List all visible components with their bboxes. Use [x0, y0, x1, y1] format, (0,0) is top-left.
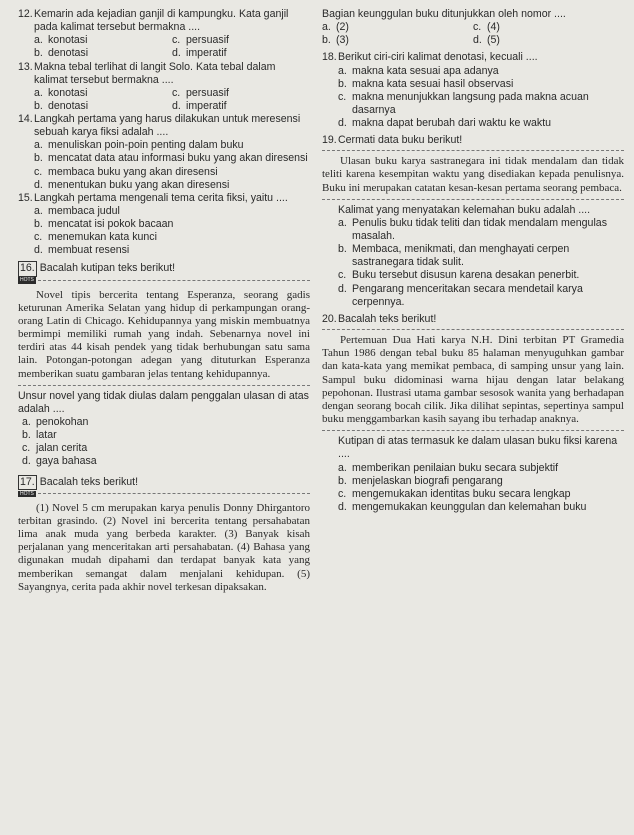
option-letter: d.	[34, 244, 43, 257]
question-heading	[18, 475, 310, 490]
option-letter: c.	[22, 442, 31, 455]
option-text: Penulis buku tidak teliti dan tidak mendalam mengulas masalah.	[352, 216, 607, 243]
question-number: 20.	[322, 312, 337, 325]
option-d[interactable]	[338, 501, 624, 514]
dashed-divider	[322, 150, 624, 151]
option-text: gaya bahasa	[36, 455, 97, 468]
option-d[interactable]	[473, 34, 624, 47]
option-letter: a.	[322, 21, 331, 34]
option-text: makna kata sesuai apa adanya	[352, 64, 499, 77]
question-number: 17.	[18, 475, 37, 490]
option-c[interactable]	[338, 269, 624, 282]
option-text: Pengarang menceritakan secara mendetail karya cerpennya.	[352, 282, 583, 308]
option-text: konotasi	[48, 86, 88, 99]
option-letter: b.	[34, 47, 43, 60]
option-text: mencatat data atau informasi buku yang akan diresensi	[48, 152, 308, 165]
question-text: Bacalah kutipan teks berikut!	[39, 262, 176, 275]
option-letter: c.	[338, 487, 347, 500]
option-text: denotasi	[48, 47, 89, 60]
option-text: membuat resensi	[48, 244, 130, 257]
question-text: Langkah pertama yang harus dilakukan untuk meresensi sebuah karya fiksi adalah ....	[34, 113, 301, 139]
dashed-divider	[38, 280, 310, 281]
hots-badge: HOTS	[20, 277, 34, 284]
option-letter: d.	[473, 34, 482, 47]
question-12	[18, 8, 310, 61]
option-letter: a.	[34, 34, 43, 47]
option-letter: b.	[338, 474, 347, 487]
option-a[interactable]	[34, 87, 172, 100]
question-text: Berikut ciri-ciri kalimat denotasi, kecuali ....	[338, 51, 538, 64]
option-d[interactable]	[34, 179, 310, 192]
question-text: Kemarin ada kejadian ganjil di kampungku. Kata ganjil pada kalimat tersebut bermakna ....	[34, 8, 289, 34]
option-text: (4)	[487, 21, 500, 34]
option-a[interactable]	[34, 139, 310, 152]
option-text: persuasif	[186, 86, 229, 99]
dashed-divider	[322, 329, 624, 330]
option-d[interactable]	[34, 244, 310, 257]
option-text: Membaca, menikmati, dan menghayati cerpen sastranegara tidak sulit.	[352, 243, 570, 269]
option-text: menemukan kata kunci	[48, 231, 157, 244]
option-letter: b.	[34, 99, 43, 112]
option-text: makna menunjukkan langsung pada makna acuan dasarnya	[352, 90, 589, 116]
right-column	[322, 8, 624, 514]
question-number: 16.	[18, 261, 37, 276]
options-grid	[18, 87, 310, 113]
option-a[interactable]	[22, 416, 310, 429]
option-c[interactable]	[172, 34, 310, 47]
hots-badge: HOTS	[20, 490, 34, 497]
dashed-divider	[18, 385, 310, 386]
question-text: Bacalah teks berikut!	[338, 312, 437, 325]
option-c[interactable]	[34, 231, 310, 244]
option-b[interactable]	[338, 475, 624, 488]
option-letter: c.	[338, 269, 347, 282]
question-text: Cermati data buku berikut!	[338, 134, 463, 147]
question-prompt: Unsur novel yang tidak diulas dalam penggalan ulasan di atas adalah ....	[18, 389, 309, 415]
option-text: Buku tersebut disusun karena desakan penerbit.	[352, 269, 580, 282]
option-letter: d.	[22, 455, 31, 468]
option-letter: d.	[34, 178, 43, 191]
option-text: imperatif	[186, 47, 227, 60]
dashed-divider	[322, 199, 624, 200]
option-a[interactable]	[338, 217, 624, 243]
option-text: latar	[36, 429, 57, 442]
options-list	[322, 462, 624, 515]
question-text: Makna tebal terlihat di langit Solo. Kata tebal dalam kalimat tersebut bermakna ....	[34, 60, 276, 86]
option-letter: c.	[34, 231, 43, 244]
option-letter: b.	[338, 77, 347, 90]
question-19	[322, 134, 624, 309]
left-column	[18, 8, 310, 598]
option-b[interactable]	[34, 152, 310, 165]
option-d[interactable]	[22, 455, 310, 468]
option-letter: a.	[338, 461, 347, 474]
options-list	[18, 416, 310, 469]
option-c[interactable]	[34, 166, 310, 179]
option-text: jalan cerita	[36, 442, 88, 455]
question-15	[18, 192, 310, 258]
option-letter: c.	[34, 165, 43, 178]
passage-text: Pertemuan Dua Hati karya N.H. Dini terbitan PT Gramedia Tahun 1986 dengan tebal buku 85 halaman menyuguhkan gambar dan kata-kata yang memikat pembaca, di samping unsur yang lain. Sampul buku didominasi warna hijau dengan latar belakang pepohonan. Ilustrasi utama gambar sesosok wanita yang berhadapan dengan seorang bocah cilik. Jika dilihat sepintas, sepertinya sampul buku menggambarkan kasih sayang ibu terhadap anaknya.	[322, 333, 624, 426]
dashed-divider	[38, 493, 310, 494]
option-text: membaca judul	[48, 204, 120, 217]
option-b[interactable]	[34, 218, 310, 231]
option-b[interactable]	[34, 100, 172, 113]
option-text: mengemukakan keunggulan dan kelemahan buku	[352, 500, 587, 513]
question-prompt: Kalimat yang menyatakan kelemahan buku adalah ....	[338, 203, 591, 216]
option-text: membaca buku yang akan diresensi	[48, 165, 218, 178]
question-text: Bacalah teks berikut!	[39, 475, 139, 488]
option-c[interactable]	[338, 488, 624, 501]
option-letter: d.	[338, 500, 347, 513]
option-b[interactable]	[322, 34, 473, 47]
option-letter: a.	[338, 216, 347, 229]
option-letter: b.	[34, 152, 43, 165]
option-letter: c.	[473, 21, 482, 34]
option-c[interactable]	[172, 87, 310, 100]
question-14	[18, 113, 310, 192]
question-number: 14.	[18, 113, 33, 125]
question-20	[322, 313, 624, 514]
option-b[interactable]	[22, 429, 310, 442]
options-list	[322, 217, 624, 309]
option-text: menjelaskan biografi pengarang	[352, 474, 503, 487]
option-text: makna dapat berubah dari waktu ke waktu	[352, 117, 552, 129]
option-d[interactable]	[338, 117, 624, 130]
option-letter: b.	[22, 429, 31, 442]
option-b[interactable]	[338, 78, 624, 91]
option-letter: c.	[172, 34, 181, 47]
option-letter: b.	[322, 34, 331, 47]
option-text: menentukan buku yang akan diresensi	[48, 178, 230, 191]
option-letter: a.	[34, 86, 43, 99]
options-grid	[18, 34, 310, 60]
option-b[interactable]	[338, 243, 624, 269]
options-list	[322, 65, 624, 131]
option-a[interactable]	[322, 21, 473, 34]
question-heading	[18, 261, 310, 276]
question-16	[18, 261, 310, 468]
option-a[interactable]	[34, 34, 172, 47]
option-text: (3)	[336, 34, 349, 47]
option-text: konotasi	[48, 34, 88, 47]
option-letter: a.	[338, 64, 347, 77]
option-letter: a.	[34, 204, 43, 217]
option-text: makna kata sesuai hasil observasi	[352, 77, 514, 90]
question-number: 19.	[322, 134, 337, 147]
option-d[interactable]	[338, 283, 624, 309]
question-text: Bagian keunggulan buku ditunjukkan oleh nomor ....	[322, 8, 566, 20]
option-text: (5)	[487, 34, 500, 47]
option-a[interactable]	[338, 65, 624, 78]
passage-text: Ulasan buku karya sastranegara ini tidak mendalam dan tidak teliti karena kesempitan waktu yang disediakan kepada penulisnya. Buku ini merupakan catatan kesan-kesan pertama seorang pembaca.	[322, 155, 624, 194]
option-letter: b.	[338, 243, 347, 256]
passage-text: Novel tipis bercerita tentang Esperanza, seorang gadis keturunan Amerika Selatan yang hidup di perkampungan orang-orang Latin di Chicago. Kehidupannya yang miskin membuatnya bermimpi memiliki rumah yang indah. Sebenarnya novel ini terdiri atas 44 kisah pendek yang tidak berhubungan satu sama lain. Potongan-potongan adegan yang dituturkan Esperanza memberikan suatu gambaran jelas tentang kehidupannya.	[18, 288, 310, 380]
option-a[interactable]	[338, 462, 624, 475]
question-number: 12.	[18, 8, 33, 20]
option-c[interactable]	[22, 442, 310, 455]
option-letter: a.	[22, 416, 31, 429]
dashed-divider	[322, 430, 624, 431]
option-letter: d.	[172, 47, 181, 60]
option-text: persuasif	[186, 34, 229, 47]
options-list	[18, 205, 310, 258]
question-prompt: Kutipan di atas termasuk ke dalam ulasan buku fiksi karena ....	[338, 435, 618, 461]
option-text: imperatif	[186, 99, 227, 112]
option-text: memberikan penilaian buku secara subjektif	[352, 461, 559, 474]
question-number: 15.	[18, 191, 33, 204]
options-grid	[322, 21, 624, 47]
option-d[interactable]	[172, 47, 310, 60]
option-letter: c.	[338, 90, 347, 103]
option-text: penokohan	[36, 416, 89, 429]
option-a[interactable]	[34, 205, 310, 218]
option-c[interactable]	[473, 21, 624, 34]
option-d[interactable]	[172, 100, 310, 113]
option-text: menuliskan poin-poin penting dalam buku	[48, 139, 244, 152]
option-letter: d.	[338, 117, 347, 129]
option-b[interactable]	[34, 47, 172, 60]
passage-text: (1) Novel 5 cm merupakan karya penulis Donny Dhirgantoro terbitan grasindo. (2) Novel ini bercerita tentang persahabatan lima anak muda yang berbeda karakter. (3) Banyak kisah perjalanan yang menceritakan arti persahabatan. (4) Bahasa yang digunakan mudah dipahami dan terdapat banyak kata yang memberikan semangat dalam menjalani kehidupan. (5) Sayangnya, cerita pada akhir novel terkesan dipaksakan.	[18, 501, 310, 593]
option-text: denotasi	[48, 99, 89, 112]
option-c[interactable]	[338, 91, 624, 117]
option-text: (2)	[336, 21, 349, 34]
option-text: mencatat isi pokok bacaan	[48, 218, 174, 230]
question-17-continued	[322, 8, 624, 47]
question-17	[18, 475, 310, 594]
option-letter: a.	[34, 139, 43, 152]
option-letter: c.	[172, 86, 181, 99]
option-letter: d.	[172, 99, 181, 112]
question-number: 18.	[322, 51, 337, 64]
option-letter: d.	[338, 282, 347, 295]
question-13	[18, 61, 310, 114]
option-text: mengemukakan identitas buku secara lengkap	[352, 487, 571, 500]
option-letter: b.	[34, 218, 43, 230]
question-18	[322, 51, 624, 130]
question-text: Langkah pertama mengenali tema cerita fiksi, yaitu ....	[34, 191, 288, 204]
question-number: 13.	[18, 60, 33, 73]
options-list	[18, 139, 310, 192]
